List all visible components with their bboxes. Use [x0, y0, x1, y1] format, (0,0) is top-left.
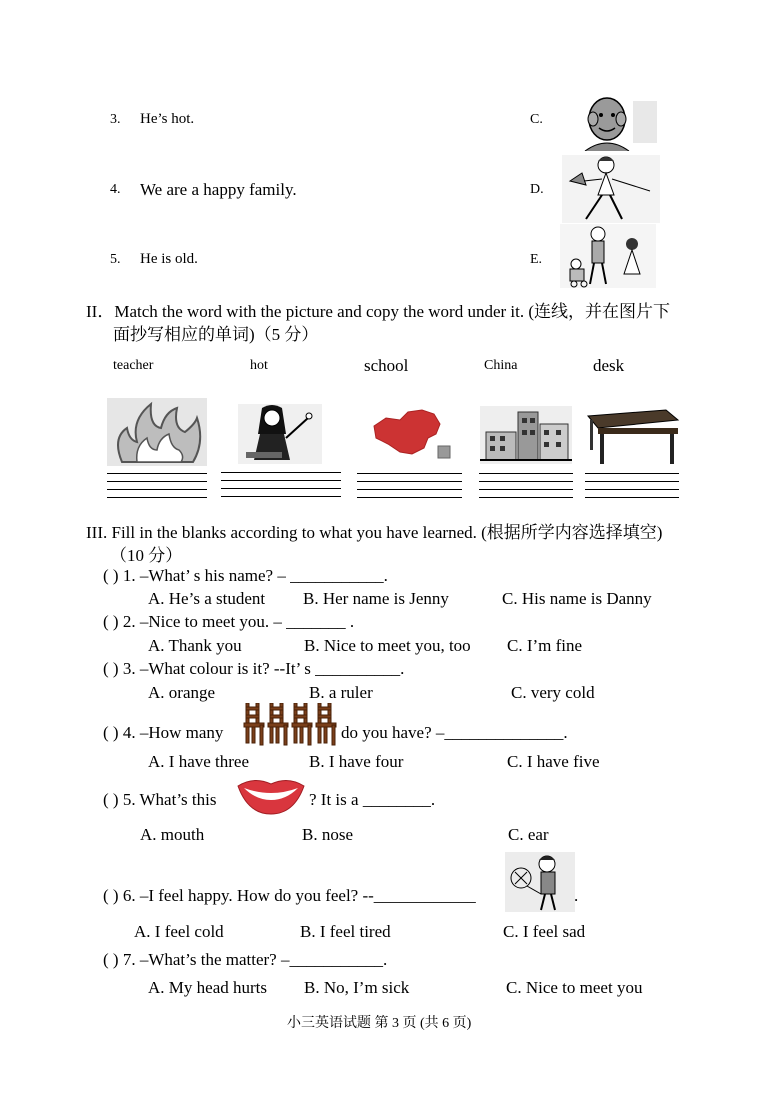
q2-option-c: C. I’m fine [507, 636, 583, 655]
q6-option-b: B. I feel tired [300, 922, 391, 941]
q3-option-a: A. orange [148, 683, 216, 702]
writing-lines-1[interactable] [107, 473, 207, 505]
page-footer: 小三英语试题 第 3 页 (共 6 页) [287, 1016, 472, 1031]
question-6-stem-start: ( ) 6. –I feel happy. How do you feel? --____________ [103, 886, 476, 905]
section2-title-line2: 面抄写相应的单词)（5 分） [113, 325, 319, 344]
row-sentence: We are a happy family. [140, 180, 297, 199]
word-china: China [484, 358, 518, 373]
hot-person-picture [562, 155, 660, 223]
section2-title-line1: II．Match the word with the picture and copy the word under it. (连线，并在图片下 [86, 302, 671, 321]
row-letter: E. [530, 252, 543, 267]
mouth-picture [236, 776, 306, 816]
word-hot: hot [250, 358, 268, 373]
word-desk: desk [593, 356, 625, 375]
teacher-picture [238, 404, 322, 464]
fire-picture [107, 398, 207, 466]
writing-lines-2[interactable] [221, 472, 341, 504]
china-map-picture [366, 404, 456, 464]
q1-option-b: B. Her name is Jenny [303, 589, 449, 608]
question-7-stem: ( ) 7. –What’s the matter? –___________. [103, 950, 388, 969]
writing-lines-4[interactable] [479, 473, 573, 505]
q5-option-a: A. mouth [140, 825, 205, 844]
q1-option-c: C. His name is Danny [502, 589, 652, 608]
q7-option-c: C. Nice to meet you [506, 978, 643, 997]
q4-option-b: B. I have four [309, 752, 404, 771]
question-1-stem: ( ) 1. –What’ s his name? – ___________. [103, 566, 388, 585]
q1-option-a: A. He’s a student [148, 589, 266, 608]
q7-option-a: A. My head hurts [148, 978, 267, 997]
desk-picture [584, 406, 680, 464]
row-sentence: He is old. [140, 251, 198, 267]
happy-boy-picture [505, 852, 575, 912]
question-2-stem: ( ) 2. –Nice to meet you. – _______ . [103, 612, 355, 631]
q3-option-b: B. a ruler [309, 683, 373, 702]
row-number: 5. [110, 252, 121, 267]
writing-lines-3[interactable] [357, 473, 462, 505]
family-picture [560, 224, 656, 288]
section3-title-line2: （10 分） [110, 546, 183, 565]
row-letter: C. [530, 112, 543, 127]
section3-title-line1: III. Fill in the blanks according to what you have learned. (根据所学内容选择填空) [86, 523, 663, 542]
question-4-stem-start: ( ) 4. –How many [103, 723, 224, 742]
chairs-picture [240, 703, 340, 747]
question-4-stem-end: do you have? –______________. [341, 723, 568, 742]
q2-option-a: A. Thank you [148, 636, 242, 655]
school-picture [480, 406, 572, 464]
q6-option-a: A. I feel cold [134, 922, 224, 941]
word-teacher: teacher [113, 358, 154, 373]
q2-option-b: B. Nice to meet you, too [304, 636, 471, 655]
old-man-picture [573, 95, 659, 151]
q4-option-c: C. I have five [507, 752, 600, 771]
q3-option-c: C. very cold [511, 683, 595, 702]
row-sentence: He’s hot. [140, 111, 195, 127]
row-letter: D. [530, 182, 544, 197]
q5-option-b: B. nose [302, 825, 353, 844]
question-6-stem-end: . [574, 886, 579, 905]
q5-option-c: C. ear [508, 825, 549, 844]
row-number: 3. [110, 112, 121, 127]
q4-option-a: A. I have three [148, 752, 250, 771]
word-school: school [364, 356, 409, 375]
q6-option-c: C. I feel sad [503, 922, 586, 941]
writing-lines-5[interactable] [585, 473, 679, 505]
row-number: 4. [110, 182, 121, 197]
question-3-stem: ( ) 3. –What colour is it? --It’ s __________. [103, 659, 405, 678]
question-5-stem-end: ? It is a ________. [309, 790, 436, 809]
q7-option-b: B. No, I’m sick [304, 978, 410, 997]
question-5-stem-start: ( ) 5. What’s this [103, 790, 217, 809]
